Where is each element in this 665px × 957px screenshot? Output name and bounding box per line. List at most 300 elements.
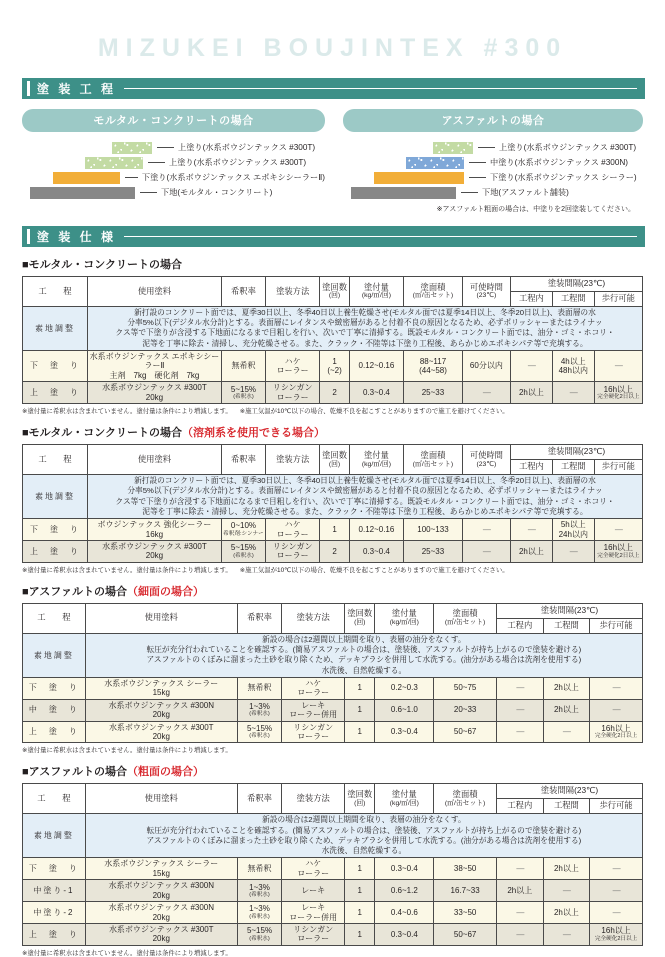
col-header-area-text: 塗面積 <box>452 788 478 799</box>
cell-paint <box>87 350 221 381</box>
col-header-method-text: 塗装方法 <box>296 792 330 803</box>
cell-area-value: 16.7~33 <box>450 885 480 895</box>
cell-paint <box>85 699 237 721</box>
surface-prep-line: 新設の場合は2週間以上期間を取り、表層の油分をなくす。 <box>262 815 466 825</box>
cell-interval-inter <box>552 519 594 541</box>
cell-interval-intra <box>497 880 544 902</box>
cell-method-value: ハケ <box>284 520 301 530</box>
masthead <box>0 0 665 78</box>
cell-dilution-value: 1~3% <box>249 904 270 914</box>
col-header-amount-text: 塗付量 <box>363 281 389 292</box>
cell-dilution-sub: (希釈水) <box>249 913 270 920</box>
layer-stack <box>343 141 643 199</box>
col-header-inter <box>543 618 590 633</box>
cell-amount <box>375 923 434 945</box>
leader-line <box>469 177 486 178</box>
layer-label: 下地(アスファルト舗装) <box>482 188 569 197</box>
col-header-intra-text: 工程内 <box>507 619 533 630</box>
spec-block-heading <box>22 583 643 599</box>
col-header-inter-text: 工程間 <box>560 293 586 304</box>
cell-amount-value: 0.3~0.4 <box>362 546 390 556</box>
spec-heading-qualifier: （溶剤系を使用できる場合） <box>181 427 325 440</box>
cell-interval-intra <box>497 699 544 721</box>
col-header-paint-text: 使用塗料 <box>137 453 172 464</box>
cell-area-value: 25~33 <box>421 546 445 556</box>
col-header-dilution <box>237 603 282 633</box>
cell-paint-sub: 20kg <box>152 710 170 720</box>
cell-dilution <box>237 902 282 924</box>
cell-paint-sub: 15kg <box>152 688 170 698</box>
cell-coats <box>345 699 375 721</box>
section-label-spec: 塗 装 仕 様 <box>37 230 117 244</box>
col-header-coats-text: 塗回数 <box>347 608 373 619</box>
cell-paint-sub: 20kg <box>152 934 170 944</box>
cell-paint <box>87 540 221 562</box>
section-rule <box>124 236 637 237</box>
col-header-area-unit: (㎡/缶セット) <box>412 460 454 468</box>
cell-walkable <box>590 677 643 699</box>
cell-method <box>282 677 345 699</box>
table-footnotes <box>22 565 643 574</box>
cell-interval-inter-value: 2h以上 <box>553 683 579 693</box>
spec-heading-qualifier: （細面の場合） <box>126 585 204 598</box>
col-header-paint-text: 使用塗料 <box>144 612 178 623</box>
cell-pot-life <box>462 350 510 381</box>
leader-line <box>140 192 157 193</box>
col-header-method <box>265 445 319 475</box>
cell-walkable-value: 16h以上 <box>603 384 634 394</box>
cell-interval-intra-value: — <box>516 864 524 874</box>
cell-dilution <box>237 699 282 721</box>
col-header-interval-text: 塗装間隔(23℃) <box>547 446 606 457</box>
surface-prep-line: アスファルトのくぼみに溜まった土砂を取り除くため、デッキブラシを併用して水洗する。(油分がある場合は洗剤を使用する) <box>146 835 582 845</box>
cell-area <box>434 721 497 743</box>
cell-dilution-sub: (希釈水) <box>233 394 254 401</box>
col-header-method-text: 塗装方法 <box>276 453 310 464</box>
layer-label: 下塗り(水系ボウジンテックス シーラー) <box>490 173 637 182</box>
cell-area-value: 100~133 <box>417 524 449 534</box>
surface-prep-label: 素地調整 <box>23 814 86 858</box>
table-row <box>23 902 643 924</box>
col-header-walkable-text: 歩行可能 <box>601 293 635 304</box>
cell-process-value: 中 塗 り <box>28 705 79 715</box>
col-header-inter-text: 工程間 <box>560 461 586 472</box>
cell-area-value: 50~67 <box>453 929 477 939</box>
product-title: MIZUKEI BOUJINTEX #300 <box>97 34 568 62</box>
layer-row <box>343 186 643 199</box>
col-header-paint <box>87 277 221 307</box>
cell-coats <box>345 858 375 880</box>
cell-area <box>404 519 463 541</box>
cell-paint <box>85 858 237 880</box>
table-row <box>23 923 643 945</box>
col-header-pot-life-text: 可使時間 <box>469 449 503 460</box>
spec-tables-container <box>0 256 665 957</box>
col-header-amount <box>349 445 403 475</box>
cell-paint-sub: 20kg <box>152 912 170 922</box>
cell-area-value: 50~75 <box>453 683 477 693</box>
cell-method <box>282 923 345 945</box>
cell-dilution-value: 5~15% <box>246 723 273 733</box>
cell-dilution-sub: (希釈水) <box>249 892 270 899</box>
cell-interval-intra-value: — <box>516 727 524 737</box>
cell-area-value: 25~33 <box>421 387 445 397</box>
leader-line <box>461 192 478 193</box>
cell-paint-value: 水系ボウジンテックス シーラー <box>104 678 219 688</box>
layer-row <box>22 171 325 184</box>
surface-prep-line: 新設の場合は2週間以上期間を取り、表層の油分をなくす。 <box>262 634 466 644</box>
layer-swatch-blue <box>406 157 464 169</box>
cell-amount-value: 0.6~1.2 <box>390 885 418 895</box>
table-footnotes <box>22 745 643 754</box>
cell-interval-intra-value: 2h以上 <box>518 387 544 397</box>
coating-process-diagrams <box>0 109 665 214</box>
col-header-coats-unit: (回) <box>328 292 341 300</box>
surface-prep-line: 分率5%以下(デジタル水分計)とする。表面層にレイタンスや緻密層があると付着不良の原因となるため、必ずポリッシャーまたはライナッ <box>127 318 603 328</box>
cell-method-sub: ローラー <box>297 731 330 741</box>
cell-method-value: リシンガン <box>293 924 334 934</box>
cell-process-value: 上 塗 り <box>28 727 79 737</box>
cell-amount-value: 0.2~0.3 <box>390 683 418 693</box>
cell-dilution-value: 無希釈 <box>247 683 272 693</box>
layer-label: 上塗り(水系ボウジンテックス #300T) <box>499 143 637 152</box>
surface-prep-line: 泥等を丁寧に除去・清掃し、充分乾燥させる。また、クラック・不陸等は下塗り工程後、あらかじめエポキシパテ等で充填する。 <box>142 506 588 516</box>
col-header-coats <box>320 445 349 475</box>
cell-amount-value: 0.4~0.6 <box>390 907 418 917</box>
cell-walkable-value: 16h以上 <box>603 543 634 553</box>
col-header-intra <box>497 799 544 814</box>
leader-line <box>157 147 174 148</box>
layer-row <box>343 171 643 184</box>
cell-paint-value: 水系ボウジンテックス #300T <box>102 383 207 393</box>
cell-walkable-value: — <box>612 705 620 715</box>
cell-paint-value: ボウジンテックス 強化シーラー <box>97 520 212 530</box>
cell-paint-sub: 20kg <box>145 551 164 561</box>
cell-method <box>265 519 319 541</box>
cell-coats-value: 1 <box>332 524 337 534</box>
cell-process <box>23 519 88 541</box>
cell-process-value: 下 塗 り <box>28 864 79 874</box>
cell-area-sub: (44~58) <box>419 366 447 376</box>
cell-process-value: 中塗り-1 <box>33 885 75 895</box>
cell-interval-inter <box>552 540 594 562</box>
surface-prep-line: 水洗後、自然乾燥する。 <box>321 665 407 675</box>
cell-interval-intra <box>497 858 544 880</box>
cell-interval-intra-value: — <box>516 683 524 693</box>
col-header-coats-unit: (回) <box>328 460 341 468</box>
layer-row <box>22 186 325 199</box>
table-row-surface-prep <box>23 307 643 351</box>
cell-coats-value: 1 <box>357 683 362 693</box>
col-header-interval <box>510 277 642 292</box>
cell-method <box>282 699 345 721</box>
col-header-paint <box>85 603 237 633</box>
cell-walkable-value: 16h以上 <box>601 723 631 733</box>
cell-dilution-sub: (希釈水) <box>233 552 254 559</box>
cell-interval-inter-value: — <box>562 929 570 939</box>
cell-area-value: 88~117 <box>419 356 447 366</box>
col-header-dilution <box>221 277 265 307</box>
surface-prep-line: 新打設のコンクリート面では、夏季30日以上、冬季40日以上養生乾燥させ(モルタル面では夏季14日以上、冬季20日以上)、表面層の水 <box>134 476 596 486</box>
surface-prep-line: アスファルトのくぼみに溜まった土砂を取り除くため、デッキブラシを併用して水洗する。(油分がある場合は洗剤を使用する) <box>146 655 582 665</box>
col-header-method <box>282 784 345 814</box>
cell-interval-inter <box>543 902 590 924</box>
cell-amount-value: 0.3~0.4 <box>390 727 418 737</box>
col-header-process <box>23 784 86 814</box>
cell-method-sub: ローラー併用 <box>289 710 338 720</box>
layer-label: 下地(モルタル・コンクリート) <box>161 188 273 197</box>
cell-method-sub: ローラー <box>297 688 330 698</box>
spec-block-1 <box>0 424 665 574</box>
layer-swatch-green <box>112 142 152 154</box>
cell-coats <box>320 350 349 381</box>
cell-method <box>282 880 345 902</box>
cell-method-sub: ローラー <box>297 934 330 944</box>
table-footnote: ※施工気温が10℃以下の場合、乾燥不良を起こすことがありますので施工を避けてください。 <box>239 408 509 416</box>
cell-area <box>434 858 497 880</box>
col-header-process <box>23 277 88 307</box>
cell-process <box>23 880 86 902</box>
cell-amount <box>375 880 434 902</box>
cell-interval-inter <box>543 721 590 743</box>
speckle-texture <box>433 142 473 154</box>
cell-dilution <box>237 721 282 743</box>
col-header-pot-life <box>462 277 510 307</box>
cell-interval-intra <box>510 540 552 562</box>
cell-paint-sub: 20kg <box>152 890 170 900</box>
cell-walkable-value: — <box>612 885 620 895</box>
cell-walkable <box>590 721 643 743</box>
cell-method <box>282 902 345 924</box>
cell-pot-life-value: — <box>482 546 490 556</box>
cell-coats <box>320 519 349 541</box>
table-row <box>23 540 643 562</box>
speckle-texture <box>112 142 152 154</box>
section-accent-bar <box>27 81 30 96</box>
col-header-intra <box>510 292 552 307</box>
diagram-mortar-concrete <box>22 109 325 214</box>
col-header-coats-text: 塗回数 <box>347 788 373 799</box>
cell-dilution-sub: (希釈水) <box>249 733 270 740</box>
cell-interval-intra <box>497 902 544 924</box>
cell-interval-inter-sub: 48h以内 <box>558 366 588 376</box>
col-header-area-unit: (㎡/缶セット) <box>444 619 486 627</box>
cell-walkable-sub: 完全硬化2日以上 <box>594 733 638 740</box>
cell-paint-value: 水系ボウジンテックス #300N <box>108 881 215 891</box>
layer-row <box>343 156 643 169</box>
col-header-interval <box>497 603 643 618</box>
cell-interval-inter <box>543 880 590 902</box>
table-row <box>23 880 643 902</box>
col-header-method-text: 塗装方法 <box>296 612 330 623</box>
col-header-dilution-text: 希釈率 <box>247 792 272 803</box>
cell-walkable-sub: 完全硬化2日以上 <box>597 552 640 559</box>
table-row <box>23 721 643 743</box>
cell-paint-value: 水系ボウジンテックス #300T <box>108 722 214 732</box>
cell-walkable-value: — <box>614 361 622 371</box>
col-header-process-text: 工 程 <box>37 792 71 803</box>
col-header-interval-text: 塗装間隔(23℃) <box>547 278 606 289</box>
cell-area <box>404 350 463 381</box>
cell-process-value: 上 塗 り <box>29 546 80 556</box>
cell-area <box>434 699 497 721</box>
cell-method-value: リシンガン <box>293 722 334 732</box>
cell-interval-inter-value: 2h以上 <box>553 907 579 917</box>
col-header-interval <box>497 784 643 799</box>
cell-process-value: 中塗り-2 <box>33 907 75 917</box>
diagram-caption: モルタル・コンクリートの場合 <box>22 109 325 132</box>
cell-amount <box>349 540 403 562</box>
cell-dilution-value: 5~15% <box>230 384 257 394</box>
cell-coats-sub: (~2) <box>327 366 342 376</box>
cell-interval-intra <box>510 350 552 381</box>
cell-process <box>23 923 86 945</box>
cell-interval-intra <box>497 923 544 945</box>
layer-swatch-orange <box>374 172 464 184</box>
surface-prep-line: 分率5%以下(デジタル水分計)とする。表面層にレイタンスや緻密層があると付着不良の原因となるため、必ずポリッシャーまたはライナッ <box>127 486 603 496</box>
section-accent-bar <box>27 229 30 244</box>
col-header-dilution-text: 希釈率 <box>231 453 256 464</box>
layer-swatch-green <box>433 142 473 154</box>
cell-walkable <box>594 382 642 404</box>
cell-process <box>23 858 86 880</box>
cell-coats <box>320 540 349 562</box>
col-header-interval-text: 塗装間隔(23℃) <box>540 604 599 615</box>
col-header-pot-life <box>462 445 510 475</box>
cell-walkable <box>590 923 643 945</box>
cell-paint-sub: 20kg <box>145 392 164 402</box>
cell-amount <box>349 519 403 541</box>
spec-heading-qualifier: （粗面の場合） <box>126 766 204 779</box>
col-header-amount <box>349 277 403 307</box>
col-header-inter <box>552 460 594 475</box>
cell-paint-value: 水系ボウジンテックス シーラー <box>104 859 219 869</box>
cell-paint <box>87 519 221 541</box>
table-footnotes <box>22 948 643 957</box>
col-header-amount-unit: (kg/㎡/回) <box>389 799 419 807</box>
cell-paint-value: 水系ボウジンテックス #300T <box>102 541 207 551</box>
col-header-pot-life-text: 可使時間 <box>469 281 503 292</box>
cell-paint <box>87 382 221 404</box>
cell-process <box>23 350 88 381</box>
cell-coats-value: 1 <box>357 885 362 895</box>
surface-prep-text <box>87 475 642 519</box>
cell-method <box>265 350 319 381</box>
col-header-walkable-text: 歩行可能 <box>599 800 633 811</box>
surface-prep-line: 転圧が充分行われていることを確認する。(簡易アスファルトの場合は、塗装後、アスファルトが持ち上がるので塗装を避ける) <box>146 645 582 655</box>
col-header-intra <box>497 618 544 633</box>
cell-amount-value: 0.3~0.4 <box>362 387 390 397</box>
table-row <box>23 677 643 699</box>
layer-label: 中塗り(水系ボウジンテックス #300N) <box>490 158 629 167</box>
col-header-dilution <box>237 784 282 814</box>
cell-method-value: ハケ <box>305 678 322 688</box>
cell-process <box>23 540 88 562</box>
cell-coats <box>345 721 375 743</box>
col-header-process-text: 工 程 <box>38 453 72 464</box>
col-header-paint <box>85 784 237 814</box>
cell-walkable-value: — <box>614 524 622 534</box>
cell-method-sub: ローラー併用 <box>289 912 338 922</box>
col-header-area-text: 塗面積 <box>452 608 478 619</box>
col-header-intra-text: 工程内 <box>518 293 544 304</box>
cell-method-value: レーキ <box>301 700 326 710</box>
cell-amount-value: 0.3~0.4 <box>390 864 418 874</box>
cell-method-value: ハケ <box>305 859 322 869</box>
cell-method-value: レーキ <box>301 903 326 913</box>
cell-amount-value: 0.12~0.16 <box>358 524 395 534</box>
col-header-inter-text: 工程間 <box>553 800 579 811</box>
cell-walkable <box>594 350 642 381</box>
cell-coats-value: 1 <box>357 705 362 715</box>
col-header-method-text: 塗装方法 <box>276 285 310 296</box>
cell-interval-intra <box>497 721 544 743</box>
table-footnote: ※塗付量に希釈水は含まれていません。塗付量は条件により増減します。 <box>22 566 232 574</box>
cell-method-sub: ローラー <box>297 868 330 878</box>
layer-swatch-green <box>85 157 143 169</box>
cell-interval-intra-value: — <box>527 524 535 534</box>
cell-walkable-value: — <box>612 864 620 874</box>
table-row-surface-prep <box>23 633 643 677</box>
cell-interval-inter <box>552 382 594 404</box>
cell-interval-inter-value: 2h以上 <box>553 705 579 715</box>
cell-coats-value: 2 <box>332 546 337 556</box>
surface-prep-line: 泥等を丁寧に除去・清掃し、充分乾燥させる。また、クラック・不陸等は下塗り工程後、あらかじめエポキシパテ等で充填する。 <box>142 338 588 348</box>
speckle-texture <box>406 157 464 169</box>
surface-prep-text <box>85 814 642 858</box>
cell-pot-life-value: — <box>482 387 490 397</box>
cell-coats-value: 1 <box>357 929 362 939</box>
cell-dilution <box>221 519 265 541</box>
cell-paint-value: 水系ボウジンテックス #300T <box>108 924 214 934</box>
cell-dilution-sub: 希釈剤:シンナー <box>223 530 264 537</box>
col-header-amount-text: 塗付量 <box>391 608 417 619</box>
cell-interval-inter <box>552 350 594 381</box>
layer-swatch-gray <box>351 187 456 199</box>
col-header-walkable-text: 歩行可能 <box>601 461 635 472</box>
table-row <box>23 858 643 880</box>
cell-amount-value: 0.6~1.0 <box>390 705 418 715</box>
cell-walkable <box>594 540 642 562</box>
cell-dilution-sub: (希釈水) <box>249 711 270 718</box>
col-header-coats-unit: (回) <box>354 619 366 627</box>
col-header-amount-text: 塗付量 <box>363 449 389 460</box>
section-rule <box>124 88 637 89</box>
col-header-area-unit: (㎡/缶セット) <box>444 799 486 807</box>
cell-amount <box>375 858 434 880</box>
spec-heading-main: ■アスファルトの場合 <box>22 766 127 779</box>
cell-walkable-sub: 完全硬化2日以上 <box>594 935 638 942</box>
col-header-paint <box>87 445 221 475</box>
surface-prep-line: 水洗後、自然乾燥する。 <box>321 846 407 856</box>
cell-area <box>434 902 497 924</box>
col-header-area <box>434 784 497 814</box>
table-row-surface-prep <box>23 475 643 519</box>
cell-amount <box>349 382 403 404</box>
cell-method <box>265 382 319 404</box>
cell-process <box>23 721 86 743</box>
cell-walkable-value: — <box>612 683 620 693</box>
cell-interval-inter-sub: 24h以内 <box>558 529 588 539</box>
cell-interval-inter <box>543 858 590 880</box>
col-header-interval-text: 塗装間隔(23℃) <box>540 785 599 796</box>
col-header-intra-text: 工程内 <box>507 800 533 811</box>
col-header-process-text: 工 程 <box>37 612 71 623</box>
leader-line <box>125 177 138 178</box>
cell-area <box>434 677 497 699</box>
cell-method-sub: ローラー <box>276 392 309 402</box>
cell-dilution <box>221 350 265 381</box>
